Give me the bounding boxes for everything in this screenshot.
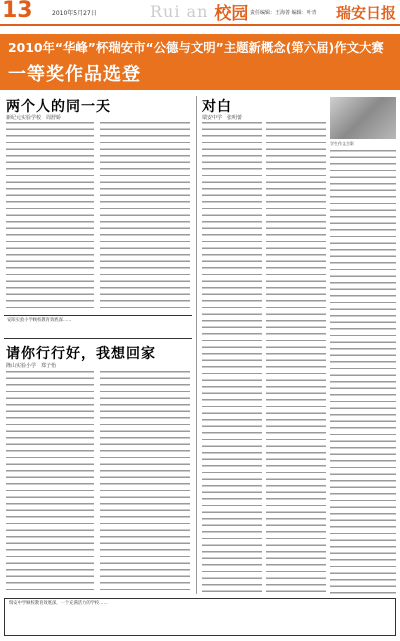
article-3-column-2 xyxy=(266,122,326,594)
article-title-2: 请你行行好，我想回家 xyxy=(6,346,156,362)
banner-subtitle: 一等奖作品选登 xyxy=(8,64,141,85)
masthead xyxy=(0,0,400,26)
issue-date: 2010年5月27日 xyxy=(52,10,97,17)
section-header xyxy=(150,0,248,22)
ruian-logo-text: Rui an xyxy=(150,1,209,21)
banner-title: 2010年“华峰”杯瑞安市“公德与文明”主题新概念(第六届)作文大赛 xyxy=(8,40,384,55)
article-1-column-1 xyxy=(6,122,94,310)
school-intro-box-2: 瑞安中学顾校教育效底深，一个充满活力的学校…… xyxy=(4,598,396,636)
article-author-1: 新纪元实验学校 周舒娇 xyxy=(6,115,62,121)
article-title-3: 对白 xyxy=(202,99,232,115)
article-author-3: 瑞安中学 张明蕾 xyxy=(202,115,243,121)
article-3-column-1 xyxy=(202,122,262,594)
article-author-2: 隆山实验小学 郑子怡 xyxy=(6,363,57,369)
newspaper-logo: 瑞安日报 xyxy=(335,4,396,22)
article-2-column-1 xyxy=(6,371,94,593)
headline-banner xyxy=(0,34,400,90)
photo-caption: 学生作文合影 xyxy=(330,141,354,146)
section-name: 校园 xyxy=(214,3,249,24)
article-title-1: 两个人的同一天 xyxy=(6,99,111,115)
article-2-column-2 xyxy=(100,371,190,593)
article-1-column-2 xyxy=(100,122,190,310)
editor-credit: 责任编辑：王海善 编辑：叶青 xyxy=(250,10,317,16)
page-number: 13 xyxy=(2,0,33,23)
article-photo xyxy=(330,97,396,139)
school-intro-box-1: 安阳实验小学顾校教育效底深…… xyxy=(4,315,192,339)
column-divider xyxy=(196,96,197,594)
article-3-column-3 xyxy=(330,150,396,594)
